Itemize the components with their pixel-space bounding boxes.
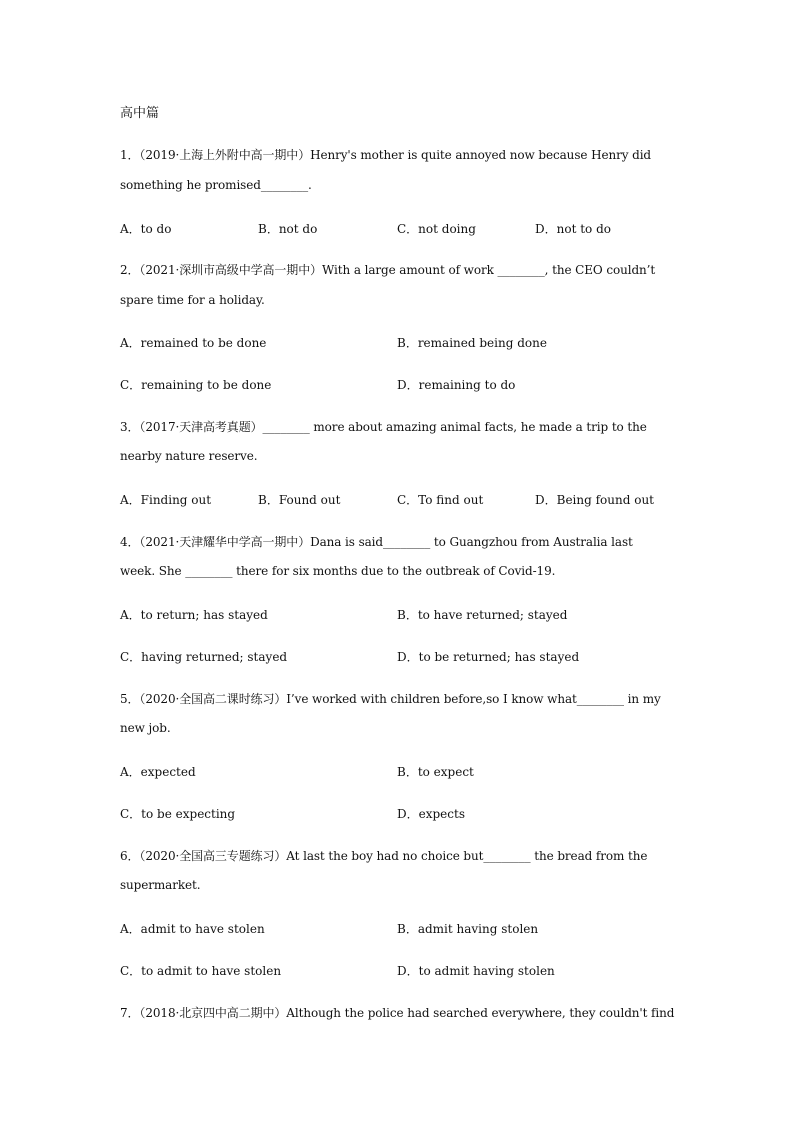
question-4-option-a: A．to return; has stayed bbox=[120, 608, 268, 622]
question-1-option-a: A．to do bbox=[120, 222, 172, 236]
question-1-line-2: something he promised________. bbox=[120, 178, 312, 192]
question-5-option-a: A．expected bbox=[120, 765, 196, 779]
question-5-option-b: B．to expect bbox=[397, 765, 474, 779]
question-6-option-c: C．to admit to have stolen bbox=[120, 964, 282, 978]
question-3-option-d: D．Being found out bbox=[535, 493, 654, 507]
question-2-line-1: 2．（2021·深圳市高级中学高一期中）With a large amount of work ________, the CEO couldn’t bbox=[120, 263, 656, 277]
question-1-option-b: B．not do bbox=[258, 222, 318, 236]
question-4-line-2: week. She ________ there for six months due to the outbreak of Covid-19. bbox=[120, 564, 556, 578]
question-2-option-c: C．remaining to be done bbox=[120, 378, 272, 392]
question-4-option-c: C．having returned; stayed bbox=[120, 650, 288, 664]
question-5-line-2: new job. bbox=[120, 721, 171, 735]
question-3-option-b: B．Found out bbox=[258, 493, 341, 507]
question-6-option-b: B．admit having stolen bbox=[397, 922, 539, 936]
question-3-line-1: 3．（2017·天津高考真题）________ more about amazing animal facts, he made a trip to the bbox=[120, 420, 647, 434]
question-3-option-c: C．To find out bbox=[397, 493, 484, 507]
question-5-option-d: D．expects bbox=[397, 807, 465, 821]
question-1-option-d: D．not to do bbox=[535, 222, 611, 236]
question-1-line-1: 1．（2019·上海上外附中高一期中）Henry's mother is quite annoyed now because Henry did bbox=[120, 148, 652, 162]
question-6-option-d: D．to admit having stolen bbox=[397, 964, 555, 978]
section-title: 高中篇 bbox=[120, 106, 160, 121]
question-1-option-c: C．not doing bbox=[397, 222, 476, 236]
question-3-option-a: A．Finding out bbox=[120, 493, 212, 507]
question-6-option-a: A．admit to have stolen bbox=[120, 922, 265, 936]
question-4-line-1: 4．（2021·天津耀华中学高一期中）Dana is said________ to Guangzhou from Australia last bbox=[120, 535, 633, 549]
question-5-option-c: C．to be expecting bbox=[120, 807, 236, 821]
question-5-line-1: 5．（2020·全国高二课时练习）I’ve worked with children before,so I know what________ in my bbox=[120, 692, 661, 706]
question-2-option-b: B．remained being done bbox=[397, 336, 547, 350]
question-6-line-1: 6．（2020·全国高三专题练习）At last the boy had no choice but________ the bread from the bbox=[120, 849, 648, 863]
question-2-line-2: spare time for a holiday. bbox=[120, 293, 265, 307]
question-4-option-b: B．to have returned; stayed bbox=[397, 608, 568, 622]
question-2-option-d: D．remaining to do bbox=[397, 378, 516, 392]
question-2-option-a: A．remained to be done bbox=[120, 336, 267, 350]
question-3-line-2: nearby nature reserve. bbox=[120, 449, 258, 463]
question-4-option-d: D．to be returned; has stayed bbox=[397, 650, 580, 664]
question-6-line-2: supermarket. bbox=[120, 878, 201, 892]
question-7-line-1: 7．（2018·北京四中高二期中）Although the police had searched everywhere, they couldn't find bbox=[120, 1006, 675, 1020]
